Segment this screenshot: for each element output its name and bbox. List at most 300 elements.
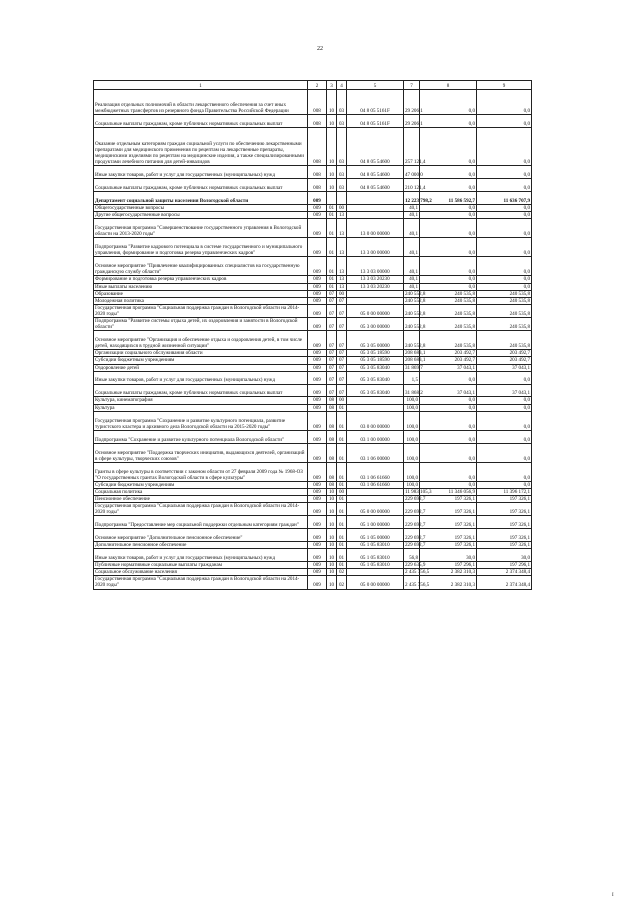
- table-row: [94, 90, 586, 115]
- row-name: Департамент социальной защиты населения Вологодской области: [94, 191, 308, 204]
- row-section-code: 10: [327, 549, 337, 562]
- row-value-year1: 229 692,7: [405, 542, 426, 549]
- table-row: [94, 318, 586, 331]
- row-section-code: 07: [327, 384, 337, 397]
- row-value-year3: 0,0: [477, 128, 532, 166]
- table-row: [94, 357, 586, 364]
- table-row: [94, 371, 586, 384]
- row-value-year1: 31 869,7: [405, 364, 423, 371]
- row-subsection-code: 07: [337, 297, 347, 304]
- row-value-year2: 0,0: [420, 219, 477, 238]
- col-header: 2: [308, 81, 327, 90]
- row-target-code: [347, 290, 404, 297]
- row-subsection-code: 01: [337, 542, 347, 549]
- row-name: Подпрограмма "Развитие кадрового потенциала в системе государственного и муниципального управления, формирование и подготовка резерва управленческих кадров": [94, 238, 308, 257]
- row-section-code: 07: [327, 290, 337, 297]
- row-target-code: 05 3 05 18590: [347, 357, 404, 364]
- row-ved-code: 009: [308, 481, 327, 488]
- row-ved-code: 009: [308, 576, 327, 589]
- row-value-year3: 240 535,8: [477, 297, 532, 304]
- row-subsection-code: 03: [337, 166, 347, 179]
- row-name: Государственная программа "Сохранение и развитие культурного потенциала, развитие туристского кластера и архивного дела Вологодской области на 2015-2020 годы": [94, 411, 308, 430]
- row-target-code: 13 3 00 00000: [347, 238, 404, 257]
- row-section-code: 07: [327, 304, 337, 317]
- row-value-year3: 11 396 172,1: [477, 489, 532, 496]
- row-target-code: [347, 569, 404, 576]
- row-value-year3: 0,0: [477, 257, 532, 276]
- row-value-year2: 0,0: [420, 371, 477, 384]
- row-section-code: 07: [327, 371, 337, 384]
- row-name: Субсидии бюджетным учреждениям: [94, 481, 308, 488]
- row-subsection-code: 01: [337, 503, 347, 516]
- row-value-year1: 229 692,7: [404, 516, 420, 529]
- row-value-year3: 0,0: [477, 411, 532, 430]
- row-section-code: 10: [327, 569, 337, 576]
- row-value-year2: 0,0: [420, 166, 477, 179]
- table-row: [94, 211, 586, 218]
- row-value-year3: 0,0: [477, 115, 532, 128]
- row-name: Оздоровление детей: [94, 364, 308, 371]
- row-value-year3: 197 326,1: [477, 496, 532, 503]
- row-value-year3: 37 043,1: [477, 364, 532, 371]
- row-value-year2: 240 535,8: [420, 331, 477, 350]
- row-name: Государственная программа "Совершенствование государственного управления в Вологодской области на 2013-2020 годы": [94, 219, 308, 238]
- row-value-year3: 11 636 707,9: [477, 191, 532, 204]
- row-value-year1: 11 983 105,3: [405, 489, 432, 495]
- row-ved-code: 009: [308, 204, 327, 211]
- table-row: [94, 430, 586, 443]
- row-value-year2: 0,0: [420, 128, 477, 166]
- row-subsection-code: 07: [337, 318, 347, 331]
- row-name: Культура, кинематография: [94, 397, 308, 404]
- row-value-year2: 0,0: [420, 481, 477, 488]
- col-header: 9: [477, 81, 532, 90]
- row-value-year2: 197 326,1: [420, 542, 477, 549]
- row-target-code: 04 8 05 5161F: [347, 90, 404, 115]
- row-subsection-code: 01: [337, 411, 347, 430]
- row-ved-code: 009: [308, 357, 327, 364]
- row-target-code: 03 1 06 61660: [347, 481, 404, 488]
- row-ved-code: 009: [308, 542, 327, 549]
- row-value-year3: 203 492,7: [477, 350, 532, 357]
- row-value-year1: 47 000,0: [404, 166, 420, 179]
- row-value-year2: 37 043,1: [420, 364, 477, 371]
- row-subsection-code: 01: [337, 443, 347, 462]
- row-target-code: [347, 211, 404, 218]
- row-value-year3: 0,0: [477, 219, 532, 238]
- row-subsection-code: 00: [337, 290, 347, 297]
- table-row: [94, 166, 586, 179]
- row-value-year2: 0,0: [420, 204, 477, 211]
- row-ved-code: 009: [308, 238, 327, 257]
- row-value-year2: 11 346 056,9: [420, 489, 477, 496]
- row-value-year2: 0,0: [420, 211, 477, 218]
- row-section-code: 07: [327, 331, 337, 350]
- row-ved-code: 009: [308, 276, 327, 283]
- table-row: [94, 204, 586, 211]
- row-value-year2: 240 535,8: [420, 318, 477, 331]
- row-name: Общегосударственные вопросы: [94, 204, 308, 211]
- row-value-year1: 100,0: [404, 397, 420, 404]
- row-value-year3: 240 535,8: [477, 290, 532, 297]
- row-value-year1: 40,1: [404, 219, 420, 238]
- table-row: [94, 350, 586, 357]
- col-header: 5: [347, 81, 404, 90]
- row-subsection-code: 01: [337, 529, 347, 542]
- row-ved-code: 009: [308, 191, 327, 204]
- row-target-code: [347, 397, 404, 404]
- row-subsection-code: 00: [337, 204, 347, 211]
- row-ved-code: 009: [308, 503, 327, 516]
- table-row: [94, 331, 586, 350]
- row-value-year2: 197 326,1: [420, 529, 477, 542]
- row-value-year2: 197 296,1: [420, 562, 477, 569]
- row-target-code: 05 1 05 83010: [347, 542, 404, 549]
- row-subsection-code: 02: [337, 569, 347, 576]
- row-value-year1: 240 552,8: [404, 304, 420, 317]
- row-target-code: 05 0 00 00000: [347, 503, 404, 516]
- row-target-code: 05 1 05 83010: [347, 562, 404, 569]
- row-target-code: [347, 297, 404, 304]
- row-target-code: 05 1 05 00000: [347, 529, 404, 542]
- row-section-code: 07: [327, 297, 337, 304]
- row-value-year2: 197 326,1: [420, 496, 477, 503]
- table-row: [94, 304, 586, 317]
- row-name: Подпрограмма "Сохранение и развитие культурного потенциала Вологодской области": [94, 430, 308, 443]
- row-ved-code: 009: [308, 350, 327, 357]
- row-target-code: 04 8 05 54600: [347, 179, 404, 192]
- row-value-year2: 0,0: [420, 443, 477, 462]
- row-name: Подпрограмма "Развитие системы отдыха детей, их оздоровления и занятости в Вологодской области": [94, 318, 308, 331]
- row-value-year3: 0,0: [477, 238, 532, 257]
- row-value-year3: 2 374 348,4: [477, 569, 532, 576]
- row-ved-code: 009: [308, 411, 327, 430]
- row-target-code: [347, 404, 404, 411]
- row-value-year3: 0,0: [477, 90, 532, 115]
- row-value-year1: 240 552,8: [405, 290, 426, 297]
- row-target-code: 05 3 05 83040: [347, 384, 404, 397]
- table-row: [94, 529, 586, 542]
- row-ved-code: 009: [308, 283, 327, 290]
- row-value-year1: 40,1: [404, 211, 420, 218]
- row-value-year2: 0,0: [420, 257, 477, 276]
- row-name: Субсидии бюджетным учреждениям: [94, 357, 308, 364]
- row-value-year2: 0,0: [420, 276, 477, 283]
- row-section-code: 07: [327, 364, 337, 371]
- row-value-year3: 0,0: [477, 371, 532, 384]
- row-value-year3: 0,0: [477, 481, 532, 488]
- row-value-year2: 0,0: [420, 90, 477, 115]
- row-value-year1: 210 121,4: [404, 179, 420, 192]
- row-name: Основное мероприятие "Дополнительное пенсионное обеспечение": [94, 529, 308, 542]
- row-value-year1: 29 206,1: [404, 90, 420, 115]
- table-row: [94, 276, 586, 283]
- row-ved-code: 009: [308, 404, 327, 411]
- row-ved-code: 009: [308, 529, 327, 542]
- row-target-code: [347, 496, 404, 503]
- row-section-code: 01: [327, 276, 337, 283]
- row-name: Образование: [94, 290, 308, 297]
- row-value-year1: 100,0: [404, 462, 420, 481]
- row-value-year2: 0,0: [420, 179, 477, 192]
- row-name: Основное мероприятие "Организация и обеспечение отдыха и оздоровления детей, в том числе детей, находящихся в трудной жизненной ситуации": [94, 331, 308, 350]
- row-value-year2: 2 382 310,3: [420, 569, 477, 576]
- row-value-year1: 240 552,8: [405, 297, 426, 304]
- table-row: [94, 443, 586, 462]
- row-section-code: 10: [327, 179, 337, 192]
- row-section-code: 10: [327, 542, 337, 549]
- row-section-code: 08: [327, 481, 337, 488]
- row-name: Оказание отдельным категориям граждан социальной услуги по обеспечению лекарственными препаратами для медицинского применения по рецептам на лекарственные препараты, медицинскими изделиями по рецептам на медицинские изделия, а также специализированными продуктами лечебного питания для детей-инвалидов: [94, 128, 308, 166]
- row-section-code: 07: [327, 350, 337, 357]
- row-ved-code: 009: [308, 489, 327, 496]
- row-target-code: 05 3 05 83040: [347, 371, 404, 384]
- row-value-year1: 40,1: [404, 204, 420, 211]
- row-ved-code: 009: [308, 397, 327, 404]
- row-ved-code: 008: [308, 115, 327, 128]
- row-value-year1: 100,0: [404, 404, 420, 411]
- row-value-year3: 0,0: [477, 166, 532, 179]
- col-header: 7: [404, 81, 420, 90]
- row-target-code: [347, 191, 404, 204]
- row-value-year1: 257 121,4: [404, 128, 420, 166]
- row-section-code: 01: [327, 219, 337, 238]
- row-value-year3: 0,0: [477, 443, 532, 462]
- row-name: Основное мероприятие "Поддержка творческих инициатив, выдающихся деятелей, организаций в сфере культуры, творческих союзов": [94, 443, 308, 462]
- row-value-year1: 40,1: [404, 238, 420, 257]
- row-value-year2: 240 535,8: [420, 290, 477, 297]
- col-header: 1: [94, 81, 308, 90]
- table-row: [94, 542, 586, 549]
- row-section-code: 10: [327, 576, 337, 589]
- table-row: [94, 516, 586, 529]
- row-value-year3: 0,0: [477, 283, 532, 290]
- row-name: Иные закупки товаров, работ и услуг для государственных (муниципальных) нужд: [94, 371, 308, 384]
- row-name: Пенсионное обеспечение: [94, 496, 308, 503]
- row-ved-code: 009: [308, 430, 327, 443]
- row-subsection-code: 00: [337, 489, 347, 496]
- table-row: [94, 496, 586, 503]
- row-ved-code: 009: [308, 569, 327, 576]
- row-section-code: 07: [327, 357, 337, 364]
- row-ved-code: 009: [308, 496, 327, 503]
- row-ved-code: 009: [308, 219, 327, 238]
- row-section-code: 10: [327, 503, 337, 516]
- row-subsection-code: 00: [337, 397, 347, 404]
- row-name: Подпрограмма "Предоставление мер социальной поддержки отдельным категориям граждан": [94, 516, 308, 529]
- row-value-year2: 0,0: [420, 462, 477, 481]
- row-ved-code: 009: [308, 331, 327, 350]
- row-value-year3: 197 326,1: [477, 529, 532, 542]
- table-row: [94, 481, 586, 488]
- row-target-code: 05 3 05 00000: [347, 331, 404, 350]
- row-value-year1: 208 683,1: [405, 357, 426, 364]
- row-name: Государственная программа "Социальная поддержка граждан в Вологодской области на 2014-2020 годы": [94, 304, 308, 317]
- table-row: [94, 257, 586, 276]
- row-value-year3: 0,0: [477, 430, 532, 443]
- row-value-year1: 100,0: [404, 481, 420, 488]
- row-value-year2: 240 535,8: [420, 297, 477, 304]
- row-target-code: [347, 204, 404, 211]
- row-name: Социальное обслуживание населения: [94, 569, 308, 576]
- row-target-code: 04 8 05 54600: [347, 166, 404, 179]
- row-subsection-code: 07: [337, 350, 347, 357]
- row-section-code: 10: [327, 489, 337, 496]
- table-row: [94, 179, 586, 192]
- row-name: Гранты в сфере культуры в соответствии с законом области от 27 февраля 2009 года № 1968-ОЗ "О государственных грантах Вологодской области в сфере культуры": [94, 462, 308, 481]
- table-row: [94, 364, 586, 371]
- row-target-code: 03 1 00 00000: [347, 430, 404, 443]
- row-value-year2: 0,0: [420, 283, 477, 290]
- row-value-year2: 30,0: [420, 549, 477, 562]
- row-ved-code: 009: [308, 462, 327, 481]
- row-subsection-code: 13: [337, 276, 347, 283]
- table-row: [94, 191, 586, 204]
- table-row: [94, 569, 586, 576]
- row-ved-code: 009: [308, 384, 327, 397]
- row-value-year2: 203 492,7: [420, 357, 477, 364]
- row-value-year2: 0,0: [420, 411, 477, 430]
- budget-table: [93, 80, 586, 590]
- row-target-code: 13 0 00 00000: [347, 219, 404, 238]
- row-value-year1: 1,5: [404, 371, 420, 384]
- table-row: [94, 411, 586, 430]
- row-section-code: 08: [327, 397, 337, 404]
- row-value-year3: 197 296,1: [477, 562, 532, 569]
- row-value-year3: 240 535,8: [477, 318, 532, 331]
- row-value-year1: 100,0: [404, 411, 420, 430]
- row-target-code: 03 0 00 00000: [347, 411, 404, 430]
- row-section-code: 10: [327, 128, 337, 166]
- row-target-code: 03 1 06 61660: [347, 462, 404, 481]
- row-subsection-code: 07: [337, 304, 347, 317]
- row-target-code: 13 3 03 20230: [347, 283, 404, 290]
- row-section-code: 10: [327, 562, 337, 569]
- row-value-year1: 208 683,1: [405, 350, 426, 357]
- row-ved-code: 009: [308, 562, 327, 569]
- row-value-year1: 31 868,2: [404, 384, 420, 397]
- row-ved-code: 009: [308, 304, 327, 317]
- row-target-code: 05 1 00 00000: [347, 516, 404, 529]
- row-ved-code: 009: [308, 364, 327, 371]
- row-section-code: 07: [327, 318, 337, 331]
- row-ved-code: 009: [308, 257, 327, 276]
- page-number: 22: [317, 46, 323, 52]
- table-row: [94, 397, 586, 404]
- row-value-year1: 100,0: [404, 443, 420, 462]
- row-section-code: 08: [327, 443, 337, 462]
- corner-mark: I: [612, 893, 614, 898]
- col-header: 8: [420, 81, 477, 90]
- row-subsection-code: 01: [337, 516, 347, 529]
- row-subsection-code: 13: [337, 257, 347, 276]
- row-value-year3: 203 492,7: [477, 357, 532, 364]
- row-target-code: 05 3 05 18590: [347, 350, 404, 357]
- row-target-code: 04 8 05 54600: [347, 128, 404, 166]
- row-ved-code: 008: [308, 90, 327, 115]
- row-section-code: 08: [327, 404, 337, 411]
- row-value-year1: 2 435 756,5: [404, 576, 420, 589]
- row-target-code: 05 0 00 00000: [347, 304, 404, 317]
- row-value-year1: 29 206,1: [404, 115, 420, 128]
- table-body: [94, 90, 586, 590]
- row-name: Культура: [94, 404, 308, 411]
- row-subsection-code: 07: [337, 364, 347, 371]
- row-value-year1: 12 223 798,2: [404, 191, 420, 204]
- row-subsection-code: 07: [337, 384, 347, 397]
- row-value-year1: 229 635,9: [405, 562, 426, 569]
- row-subsection-code: 01: [337, 496, 347, 503]
- row-section-code: 08: [327, 430, 337, 443]
- table-header-row: [94, 81, 586, 90]
- row-section-code: 01: [327, 238, 337, 257]
- row-name: Молодежная политика: [94, 297, 308, 304]
- row-value-year3: 2 374 348,4: [477, 576, 532, 589]
- row-ved-code: 009: [308, 318, 327, 331]
- row-value-year2: 197 326,1: [420, 516, 477, 529]
- row-subsection-code: 13: [337, 283, 347, 290]
- row-value-year3: 0,0: [477, 211, 532, 218]
- row-value-year1: 229 692,7: [404, 503, 420, 516]
- table-row: [94, 562, 586, 569]
- row-name: Социальные выплаты гражданам, кроме публичных нормативных социальных выплат: [94, 115, 308, 128]
- table-row: [94, 404, 586, 411]
- row-target-code: 05 0 00 00000: [347, 576, 404, 589]
- row-section-code: 10: [327, 115, 337, 128]
- row-value-year2: 197 326,1: [420, 503, 477, 516]
- row-section-code: 08: [327, 462, 337, 481]
- table-row: [94, 115, 586, 128]
- row-ved-code: 009: [308, 211, 327, 218]
- table-row: [94, 384, 586, 397]
- row-name: Государственная программа "Социальная поддержка граждан в Вологодской области на 2014-2020 годы": [94, 576, 308, 589]
- row-value-year1: 240 552,8: [404, 318, 420, 331]
- row-target-code: 04 8 05 5161F: [347, 115, 404, 128]
- row-value-year1: 2 435 756,5: [405, 569, 430, 576]
- row-subsection-code: 03: [337, 128, 347, 166]
- row-ved-code: 008: [308, 128, 327, 166]
- row-value-year2: 2 382 310,3: [420, 576, 477, 589]
- table-row: [94, 297, 586, 304]
- table-row: [94, 238, 586, 257]
- row-value-year3: 0,0: [477, 397, 532, 404]
- table-row: [94, 290, 586, 297]
- row-subsection-code: 13: [337, 219, 347, 238]
- row-subsection-code: 03: [337, 90, 347, 115]
- row-subsection-code: [337, 191, 347, 204]
- row-subsection-code: 01: [337, 562, 347, 569]
- row-name: Иные закупки товаров, работ и услуг для государственных (муниципальных) нужд: [94, 549, 308, 562]
- row-section-code: 01: [327, 211, 337, 218]
- row-value-year3: 30,0: [477, 549, 532, 562]
- row-value-year1: 100,0: [404, 430, 420, 443]
- row-ved-code: 008: [308, 179, 327, 192]
- row-value-year3: 197 326,1: [477, 542, 532, 549]
- row-value-year1: 40,1: [404, 276, 420, 283]
- row-value-year3: 0,0: [477, 204, 532, 211]
- row-name: Формирование и подготовка резерва управленческих кадров: [94, 276, 308, 283]
- row-ved-code: 008: [308, 166, 327, 179]
- row-ved-code: 009: [308, 290, 327, 297]
- row-section-code: 10: [327, 529, 337, 542]
- row-value-year3: 37 043,1: [477, 384, 532, 397]
- row-name: Другие общегосударственные вопросы: [94, 211, 308, 218]
- row-value-year2: 240 535,8: [420, 304, 477, 317]
- row-section-code: [327, 191, 337, 204]
- row-value-year3: 197 326,1: [477, 503, 532, 516]
- row-section-code: 01: [327, 257, 337, 276]
- row-name: Иные закупки товаров, работ и услуг для государственных (муниципальных) нужд: [94, 166, 308, 179]
